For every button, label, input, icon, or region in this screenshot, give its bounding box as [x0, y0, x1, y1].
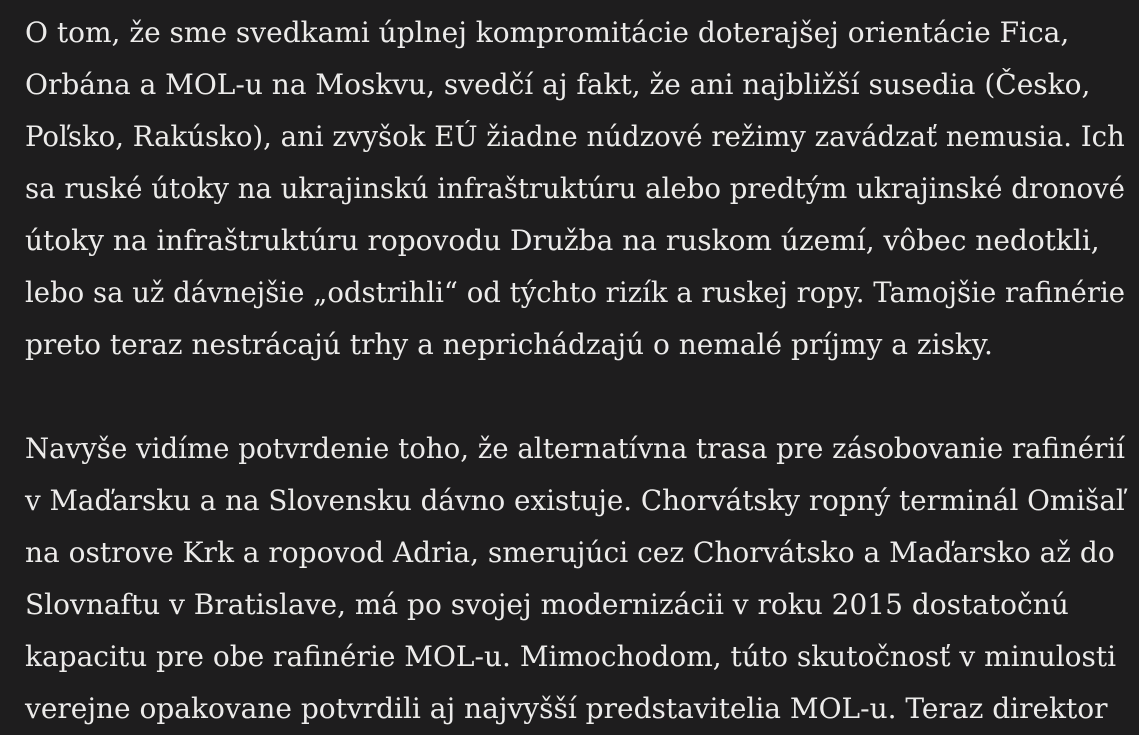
- text-line: lebo sa už dávnejšie „odstrihli“ od týchto rizík a ruskej ropy. Tamojšie rafinérie: [25, 276, 1126, 309]
- text-line: v Maďarsku a na Slovensku dávno existuje. Chorvátsky ropný terminál Omišaľ: [25, 484, 1125, 517]
- text-line: na ostrove Krk a ropovod Adria, smerujúci cez Chorvátsko a Maďarsko až do: [25, 536, 1115, 569]
- text-line: kapacitu pre obe rafinérie MOL-u. Mimochodom, túto skutočnosť v minulosti: [25, 640, 1117, 673]
- text-line: Navyše vidíme potvrdenie toho, že alternatívna trasa pre zásobovanie rafinérií: [25, 432, 1125, 465]
- text-line: útoky na infraštruktúru ropovodu Družba na ruskom území, vôbec nedotkli,: [25, 224, 1100, 257]
- text-line: O tom, že sme svedkami úplnej kompromitácie doterajšej orientácie Fica,: [25, 16, 1070, 49]
- text-line: Poľsko, Rakúsko), ani zvyšok EÚ žiadne núdzové režimy zavádzať nemusia. Ich: [25, 120, 1125, 153]
- paragraph-2: [25, 423, 1125, 735]
- text-line: Orbána a MOL-u na Moskvu, svedčí aj fakt, že ani najbližší susedia (Česko,: [25, 68, 1091, 101]
- text-line: Slovnaftu v Bratislave, má po svojej modernizácii v roku 2015 dostatočnú: [25, 588, 1069, 621]
- paragraph-1: [25, 7, 1126, 371]
- text-line: preto teraz nestrácajú trhy a neprichádzajú o nemalé príjmy a zisky.: [25, 328, 993, 361]
- text-line: verejne opakovane potvrdili aj najvyšší predstavitelia MOL-u. Teraz direktor: [25, 692, 1108, 725]
- text-line: sa ruské útoky na ukrajinskú infraštruktúru alebo predtým ukrajinské dronové: [25, 172, 1125, 205]
